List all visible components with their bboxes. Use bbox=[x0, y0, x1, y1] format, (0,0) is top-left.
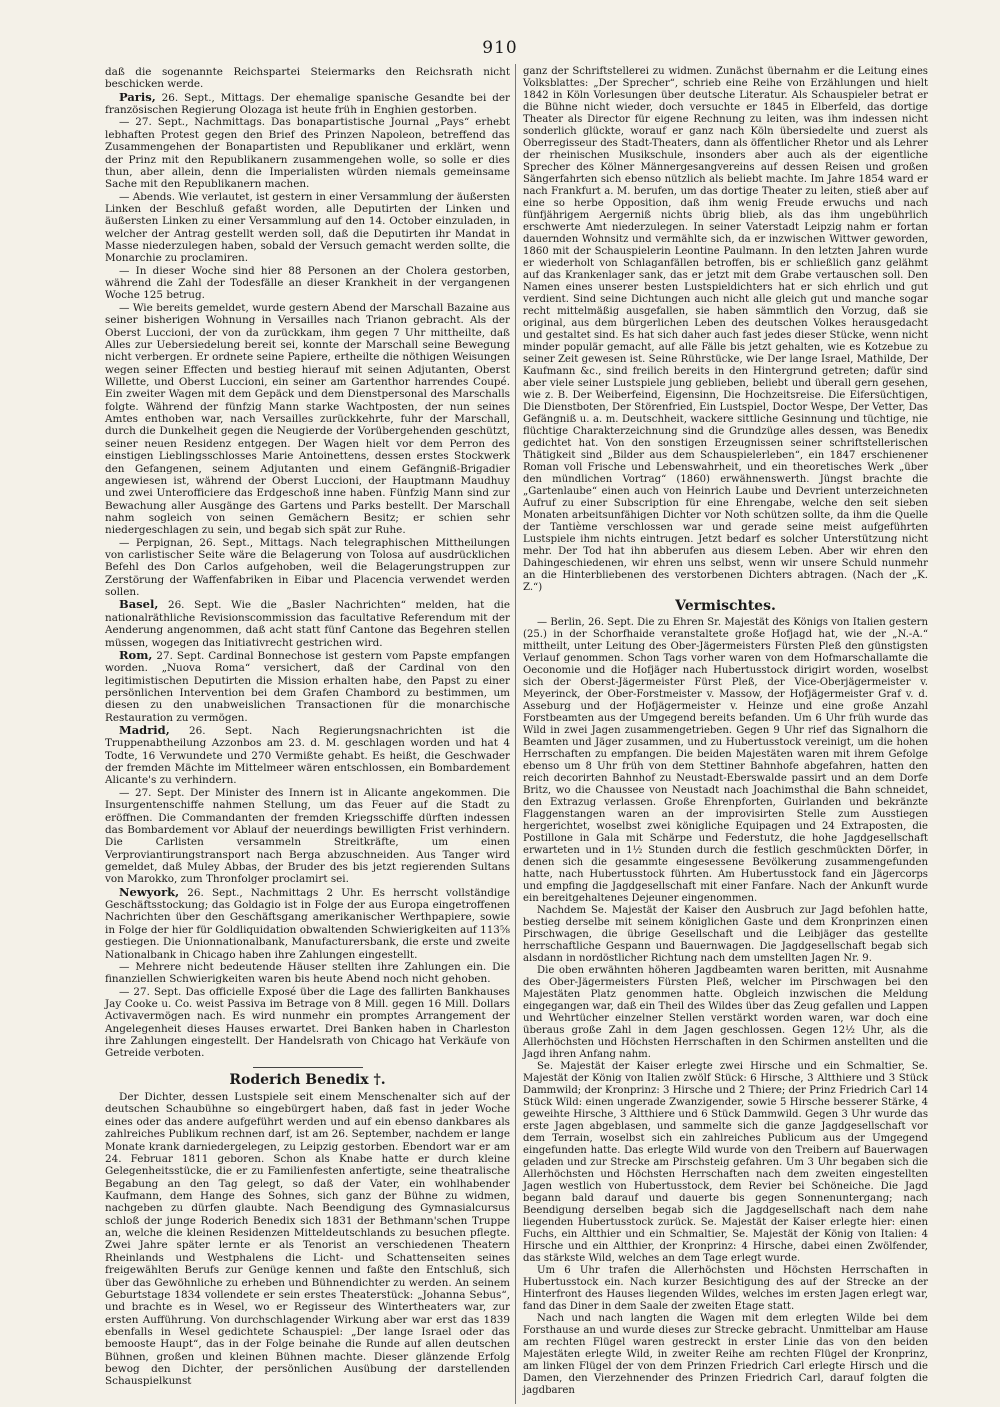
misc-paragraph: Um 6 Uhr trafen die Allerhöchsten und Höchsten Herrschaften in Hubertusstock ein. Nach kurzer Besichtigung des auf der Strecke an der Hinterfront des Hauses liegenden Wildes, welches im ersten Jagen erlegt war, fand das Diner in dem Saale der zweiten Etage statt. bbox=[523, 1265, 928, 1312]
news-paragraph: — 27. Sept. Der Minister des Innern ist in Alicante angekommen. Die Insurgentenschiffe nahmen Stellung, um das Feuer auf die Stadt zu eröffnen. Die Commandanten der fremden Kriegsschiffe dürften indessen das Bombardement vor Ablauf der neuerdings bewilligten Frist verhindern. Die Carlisten versammeln Streitkräfte, um einen Verproviantirungstransport nach Berga abzuschneiden. Aus Tanger wird gemeldet, daß Muley Abbas, der Bruder des bis jetzt regierenden Sultans von Marokko, zum Thronfolger proclamirt sei. bbox=[105, 786, 510, 886]
news-paragraph: daß die sogenannte Reichspartei Steiermarks den Reichsrath nicht beschicken werde. bbox=[105, 66, 510, 91]
news-text: 26. Sept. Wie die „Basler Nachrichten“ melden, hat die nationalräthliche Revisionscommission das facultative Referendum mit der Aenderung angenommen, daß acht statt fünf Cantone das Begehren stellen müssen, wogegen das Initiativrecht gestrichen wird. bbox=[105, 599, 510, 649]
obituary-title: Roderich Benedix †. bbox=[229, 1071, 386, 1088]
news-paragraph bbox=[105, 649, 510, 724]
news-text: 27. Sept. Cardinal Bonnechose ist gestern vom Papste empfangen worden. „Nuova Roma“ versichert, daß der Cardinal von den legitimistischen Deputirten die Mission erhalten habe, den Papst zu einer persönlichen Intervention bei dem Grafen Chambord zu bestimmen, um diesen zu den unabweislichen Transactionen für die monarchische Restauration zu vermögen. bbox=[105, 649, 510, 724]
news-paragraph: — 27. Sept. Das officielle Exposé über die Lage des fallirten Bankhauses Jay Cooke u. Co. weist Passiva im Betrage von 8 Mill. gegen 16 Mill. Dollars Activavermögen nach. Es wird nunmehr ein promptes Arrangement der Angelegenheit dieses Hauses erwartet. Drei Banken haben in Charleston ihre Zahlungen eingestellt. Der Handelsrath von Chicago hat Verkäufe von Getreide verboten. bbox=[105, 985, 510, 1060]
left-column bbox=[105, 66, 510, 1388]
news-paragraph bbox=[105, 886, 510, 961]
dateline-city: Basel, bbox=[119, 597, 159, 612]
news-text: 26. Sept., Mittags. Der ehemalige spanische Gesandte bei der französischen Regierung Olozaga ist heute früh in Enghien gestorben. bbox=[105, 91, 510, 117]
news-paragraph bbox=[105, 91, 510, 117]
news-paragraph: — Wie bereits gemeldet, wurde gestern Abend der Marschall Bazaine aus seiner bisherigen Wohnung in Versailles nach Trianon gebracht. Als der Oberst Luccioni, der von da zurückkam, ihm gegen 7 Uhr mittheilte, daß Alles zur Uebersiedelung bereit sei, konnte der Marschall seine Bewegung nicht verbergen. Er ordnete seine Papiere, ertheilte die nöthigen Weisungen wegen seiner Effecten und bestieg hierauf mit seinen Adjutanten, Oberst Willette, und Oberst Luccioni, ein seiner am Gartenthor harrendes Coupé. Ein zweiter Wagen mit dem Gepäck und dem Dienstpersonal des Marschalls folgte. Während der fünfzig Mann starke Wachtposten, der nun seines Amtes enthoben war, nach Versailles zurückkehrte, fuhr der Marschall, durch die Dunkelheit gegen die Neugierde der Vorübergehenden geschützt, seiner neuen Residenz entgegen. Der Wagen hielt vor dem Perron des einstigen Lieblingsschlosses Marie Antoinettens, dessen erstes Stockwerk den Gefangenen, seinem Adjutanten und einem Gefängniß-Brigadier angewiesen ist, während der Oberst Luccioni, der Hauptmann Maudhuy und zwei Unterofficiere das Erdgeschoß inne haben. Fünfzig Mann sind zur Bewachung aller Ausgänge des Gartens und Parks bestellt. Der Marschall nahm sogleich von seinen Gemächern Besitz; er schien sehr niedergeschlagen zu sein, und begab sich spät zur Ruhe. bbox=[105, 301, 510, 537]
news-paragraph bbox=[105, 724, 510, 787]
misc-paragraph: Nachdem Se. Majestät der Kaiser den Ausbruch zur Jagd befohlen hatte, bestieg derselbe mit seinem königlichen Gaste und dem Kronprinzen einen Pirschwagen, die übrige Gesellschaft und die Leibjäger das gestellte herrschaftliche Gespann und Bauernwagen. Die Jagdgesellschaft begab sich alsdann in nordöstlicher Richtung nach dem umstellten Jagen Nr. 9. bbox=[523, 905, 928, 964]
news-text: 26. Sept. Nach Regierungsnachrichten ist die Truppenabtheilung Azzonbos am 23. d. M. geschlagen worden und hat 4 Todte, 16 Verwundete und 270 Vermißte gehabt. Es heißt, die Geschwader der fremden Mächte im Mittelmeer wären entschlossen, ein Bombardement Alicante's zu verhindern. bbox=[105, 725, 510, 787]
dateline-city: Paris, bbox=[119, 89, 156, 104]
misc-paragraph: Nach und nach langten die Wagen mit dem erlegten Wilde bei dem Forsthause an und wurde dieses zur Strecke gebracht. Unmittelbar am Hause am rechten Flügel waren gestreckt in erster Linie das von den beiden Majestäten erlegte Wild, in zweiter Reihe am rechten Flügel der Kronprinz, am linken Flügel der von dem Prinzen Friedrich Carl erlegte Hirsch und die Damen, den Vierzehnender des Prinzen Friedrich Carl, darauf folgten die jagdbaren bbox=[523, 1313, 928, 1396]
page-number: 910 bbox=[482, 38, 518, 58]
news-paragraph: — Mehrere nicht bedeutende Häuser stellten ihre Zahlungen ein. Die finanziellen Schwierigkeiten waren bis heute Abend noch nicht gehoben. bbox=[105, 960, 510, 986]
news-paragraph: — 27. Sept., Nachmittags. Das bonapartistische Journal „Pays“ erhebt lebhaften Protest gegen den Brief des Prinzen Napoleon, betreffend das Zusammengehen der Bonapartisten und Republikaner und erklärt, wenn der Prinz mit den Republikanern zusammengehen wolle, so solle er dies thun, aber allein, denn die Imperialisten würden niemals gemeinsame Sache mit den Republikanern machen. bbox=[105, 116, 510, 191]
miscellany-title: Vermischtes. bbox=[675, 598, 776, 614]
news-paragraph: — Abends. Wie verlautet, ist gestern in einer Versammlung der äußersten Linken der Beschluß gefaßt worden, alle Deputirten der Linken und äußersten Linken zu einer Versammlung auf den 14. October einzuladen, in welcher der Antrag gestellt werden soll, daß die Deputirten ihr Mandat in Masse niederzulegen haben, sobald der Versuch gemacht werden sollte, die Monarchie zu proclamiren. bbox=[105, 190, 510, 265]
news-paragraph: — Perpignan, 26. Sept., Mittags. Nach telegraphischen Mittheilungen von carlistischer Seite wäre die Belagerung von Tolosa auf ausdrücklichen Befehl des Don Carlos aufgehoben, weil die Belagerungstruppen zur Zerstörung der Waffenfabriken in Eibar und Placencia verwendet werden sollen. bbox=[105, 536, 510, 599]
dateline-city: Rom, bbox=[119, 647, 153, 662]
news-paragraph: — In dieser Woche sind hier 88 Personen an der Cholera gestorben, während die Zahl der Todesfälle an dieser Krankheit in der vergangenen Woche 125 betrug. bbox=[105, 264, 510, 302]
misc-paragraph: — Berlin, 26. Sept. Die zu Ehren Sr. Majestät des Königs von Italien gestern (25.) in der Schorfhaide veranstaltete große Hofjagd hat, wie der „N.-A.“ mittheilt, unter Leitung des Ober-Jägermeisters Fürsten Pleß den günstigsten Verlauf genommen. Schon Tags vorher waren von dem Hofmarschallamte die Oeconomie und die Hofjäger nach Hubertusstock dirigirt worden, woselbst sich der Oberst-Jägermeister Fürst Pleß, der Vice-Oberjägermeister v. Meyerinck, der Ober-Forstmeister v. Massow, der Hofjägermeister Graf v. d. Asseburg und der Hofjägermeister v. Heinze und eine große Anzahl Forstbeamten aus der Umgegend bereits befanden. Um 6 Uhr früh wurde das Wild in zwei Jagen zusammengetrieben. Gegen 9 Uhr rief das Signalhorn die Beamten und Jäger zusammen, und zu Hubertusstock vereinigt, um die hohen Herrschaften zu empfangen. Die beiden Majestäten waren mit ihrem Gefolge ebenso um 8 Uhr früh von dem Stettiner Bahnhofe abgefahren, hatten den reich decorirten Bahnhof zu Neustadt-Eberswalde passirt und an dem Dorfe Britz, wo die Chaussee von Neustadt nach Joachimsthal die Bahn schneidet, den Extrazug verlassen. Große Ehrenpforten, Guirlanden und bekränzte Flaggenstangen waren an der improvisirten Stelle zum Ausstiegen hergerichtet, woselbst zwei königliche Equipagen und 24 Extraposten, die Postillone in Gala mit Schärpe und Federstutz, die hohe Jagdgesellschaft erwarteten und in 1½ Stunden durch die festlich geschmückten Dörfer, in denen sich die gesammte eingesessene Bevölkerung zusammengefunden hatte, nach Hubertusstock führten. Am Hubertusstock fand ein Jägercorps und empfing die Jagdgesellschaft mit einer Fanfare. Nach der Ankunft wurde ein bereitgehaltenes Dejeuner eingenommen. bbox=[523, 617, 928, 904]
obituary-paragraph: ganz der Schriftstellerei zu widmen. Zunächst übernahm er die Leitung eines Volksblattes: „Der Sprecher“, schrieb eine Reihe von Erzählungen und hielt 1842 in Köln Vorlesungen über deutsche Literatur. Als Schauspieler betrat er die Bühne nicht wieder, doch versuchte er 1845 in Elberfeld, das dortige Theater als Director für eigene Rechnung zu leiten, was ihm indessen nicht sonderlich glückte, worauf er ganz nach Köln übersiedelte und zuerst als Oberregisseur des Stadt-Theaters, dann als öffentlicher Rhetor und als Lehrer der rheinischen Musikschule, insonders aber auch als der eigentliche Sprecher des Kölner Männergesangvereins auf dessen Reisen und großen Sängerfahrten sich ebenso nützlich als beliebt machte. Im Jahre 1854 ward er nach Frankfurt a. M. berufen, um das dortige Theater zu leiten, stieß aber auf eine so herbe Opposition, daß ihm wenig Freude erwuchs und nach fünfjährigem Aergerniß nichts übrig blieb, als das ihm ungebührlich erschwerte Amt niederzulegen. In seiner Vaterstadt Leipzig nahm er fortan dauernden Wohnsitz und vermählte sich, da er inzwischen Wittwer geworden, 1860 mit der Schauspielerin Leontine Paulmann. In den letzten Jahren wurde er wiederholt von Schlaganfällen betroffen, bis er schließlich ganz gelähmt auf das Krankenlager sank, das er jetzt mit dem Grabe vertauschen soll. Den Namen eines unserer besten Lustspieldichters hat er sich ehrlich und gut verdient. Sind seine Dichtungen auch nicht alle gleich gut und manche sogar recht mittelmäßig ausgefallen, sie haben sämmtlich den Vorzug, daß sie original, aus dem bürgerlichen Leben des deutschen Volkes herausgedacht und gestaltet sind. Es hat sich daher auch fast jedes dieser Stücke, wenn nicht minder populär gemacht, auf alle Fälle bis jetzt gehalten, wie es Kotzebue zu seiner Zeit gewesen ist. Seine Rührstücke, wie Der lange Israel, Mathilde, Der Kaufmann &c., sind freilich bereits in den Hintergrund getreten; dafür sind aber viele seiner Lustspiele jung geblieben, beliebt und überall gern gesehen, wie z. B. Der Weiberfeind, Eigensinn, Die Hochzeitsreise. Die Eifersüchtigen, Die Dienstboten, Der Störenfried, Ein Lustspiel, Doctor Wespe, Der Vetter, Das Gefängniß u. a. m. Deutschheit, wackere sittliche Gesinnung und tüchtige, nie flüchtige Charakterzeichnung sind die Grundzüge alles dessen, was Benedix gedichtet hat. Von den sonstigen Erzeugnissen seiner schriftstellerischen Thätigkeit sind „Bilder aus dem Schauspielerleben“, ein 1847 erschienener Roman voll Frische und Lebenswahrheit, und ein theoretisches Werk „über den mündlichen Vortrag“ (1860) erwähnenswerth. Jüngst brachte die „Gartenlaube“ einen auch von Heinrich Laube und Devrient unterzeichneten Aufruf zu einer Subscription für eine Ehrengabe, welche den seit sieben Monaten arbeitsunfähigen Dichter vor Noth schützen sollte, da ihm die Quelle der Tantième verschlossen war und gerade seine meist aufgeführten Lustspiele ihm nichts eintrugen. Jetzt bedarf es solcher Unterstützung nicht mehr. Der Tod hat ihn abberufen aus diesem Leben. Aber wir ehren den Dahingeschiedenen, wir ehren uns selbst, wenn wir unsere Schuld nunmehr an die Hinterbliebenen des verstorbenen Dichters abtragen. (Nach der „K. Z.“) bbox=[523, 66, 928, 593]
column-divider bbox=[515, 64, 516, 1404]
news-text: 26. Sept., Nachmittags 2 Uhr. Es herrscht vollständige Geschäftsstockung; das Goldagio ist in Folge der aus Europa eingetroffenen Nachrichten über den Geschäftsgang amerikanischer Werthpapiere, sowie in Folge der hier für Goldliquidation obwaltenden Schwierigkeiten auf 113⅝ gestiegen. Die Unionnationalbank, Manufacturersbank, die erste und zweite Nationalbank in Chicago haben ihre Zahlungen eingestellt. bbox=[105, 886, 510, 961]
news-paragraph bbox=[105, 598, 510, 648]
section-divider bbox=[253, 1067, 363, 1068]
misc-paragraph: Die oben erwähnten höheren Jagdbeamten waren beritten, mit Ausnahme des Ober-Jägermeisters Fürsten Pleß, welcher im Pirschwagen bei den Majestäten Platz genommen hatte. Obgleich inzwischen die Meldung eingegangen war, daß ein Theil des Wildes über das Zeug gefallen und Lappen und Wehrtücher einzelner Stellen verstärkt worden waren, war doch eine überaus große Zahl in dem Jagen geschlossen. Gegen 12½ Uhr, als die Allerhöchsten und Höchsten Herrschaften in den Schirmen anstellten und die Jagd ihren Anfang nahm. bbox=[523, 965, 928, 1060]
dateline-city: Newyork, bbox=[119, 884, 180, 899]
dateline-city: Madrid, bbox=[119, 723, 170, 738]
right-column bbox=[523, 66, 928, 1397]
misc-paragraph: Se. Majestät der Kaiser erlegte zwei Hirsche und ein Schmaltier, Se. Majestät der König von Italien zwölf Stück: 6 Hirsche, 3 Altthiere und 3 Stück Dammwild; der Kronprinz: 3 Hirsche und 2 Thiere; der Prinz Friedrich Carl 14 Stück Wild: einen ungerade Zwanzigender, sowie 5 Hirsche besserer Stärke, 4 geweihte Hirsche, 3 Altthiere und 6 Stück Dammwild. Gegen 3 Uhr wurde das erste Jagen abgeblasen, und sammelte sich die ganze Jagdgesellschaft vor dem Terrain, woselbst sich ein zahlreiches Publicum aus der Umgegend eingefunden hatte. Das erlegte Wild wurde von den Treibern auf Bauerwagen geladen und zur Strecke am Pirschsteig gefahren. Um 3 Uhr begaben sich die Allerhöchsten und Höchsten Herrschaften nach dem zweiten eingestellten Jagen westlich von Hubertusstock, dem Revier bei Schöneiche. Die Jagd begann bald darauf und dauerte bis gegen Sonnenuntergang; nach Beendigung derselben begab sich die Jagdgesellschaft nach dem nahe liegenden Hubertusstock zurück. Se. Majestät der Kaiser erlegte hier: einen Fuchs, ein Altthier und ein Schmaltier, Se. Majestät der König von Italien: 4 Hirsche und ein Altthier, der Kronprinz: 4 Hirsche, dabei einen Zwölfender, das stärkste Wild, welches an dem Tage erlegt wurde. bbox=[523, 1061, 928, 1264]
obituary-paragraph: Der Dichter, dessen Lustspiele seit einem Menschenalter sich auf der deutschen Schaubühne so eingebürgert haben, daß fast in jeder Woche eines oder das andere aufgeführt werden und auf ein ebenso dankbares als zahlreiches Publikum rechnen darf, ist am 26. September, nachdem er lange Monate krank darniedergelegen, zu Leipzig gestorben. Ebendort war er am 24. Februar 1811 geboren. Schon als Knabe hatte er durch kleine Gelegenheitsstücke, die er zu Familienfesten anfertigte, seine theatralische Begabung an den Tag gelegt, so daß der Vater, ein wohlhabender Kaufmann, dem Hange des Sohnes, sich ganz der Bühne zu widmen, nachgeben zu dürfen glaubte. Nach Beendigung des Gymnasialcursus schloß der junge Roderich Benedix sich 1831 der Bethmann'schen Truppe an, welche die kleinen Residenzen Mitteldeutschlands zu besuchen pflegte. Zwei Jahre später lernte er als Tenorist an verschiedenen Theatern Rheinlands und Westphalens die Licht- und Schattenseiten seines freigewählten Berufs zur Genüge kennen und faßte den Entschluß, sich über das Gewöhnliche zu erheben und Bühnendichter zu werden. An seinem Geburtstage 1834 vollendete er sein erstes Theaterstück: „Johanna Sebus“, und brachte es in Wesel, wo er Regisseur des Wintertheaters war, zur ersten Aufführung. Von durchschlagender Wirkung aber war erst das 1839 ebenfalls in Wesel gedichtete Schauspiel: „Der lange Israel oder das bemooste Haupt“, das in der Folge beinahe die Runde auf allen deutschen Bühnen, großen und kleinen Bühnen machte. Dieser glänzende Erfolg bewog den Dichter, der persönlichen Ausübung der darstellenden Schauspielkunst bbox=[105, 1091, 510, 1388]
